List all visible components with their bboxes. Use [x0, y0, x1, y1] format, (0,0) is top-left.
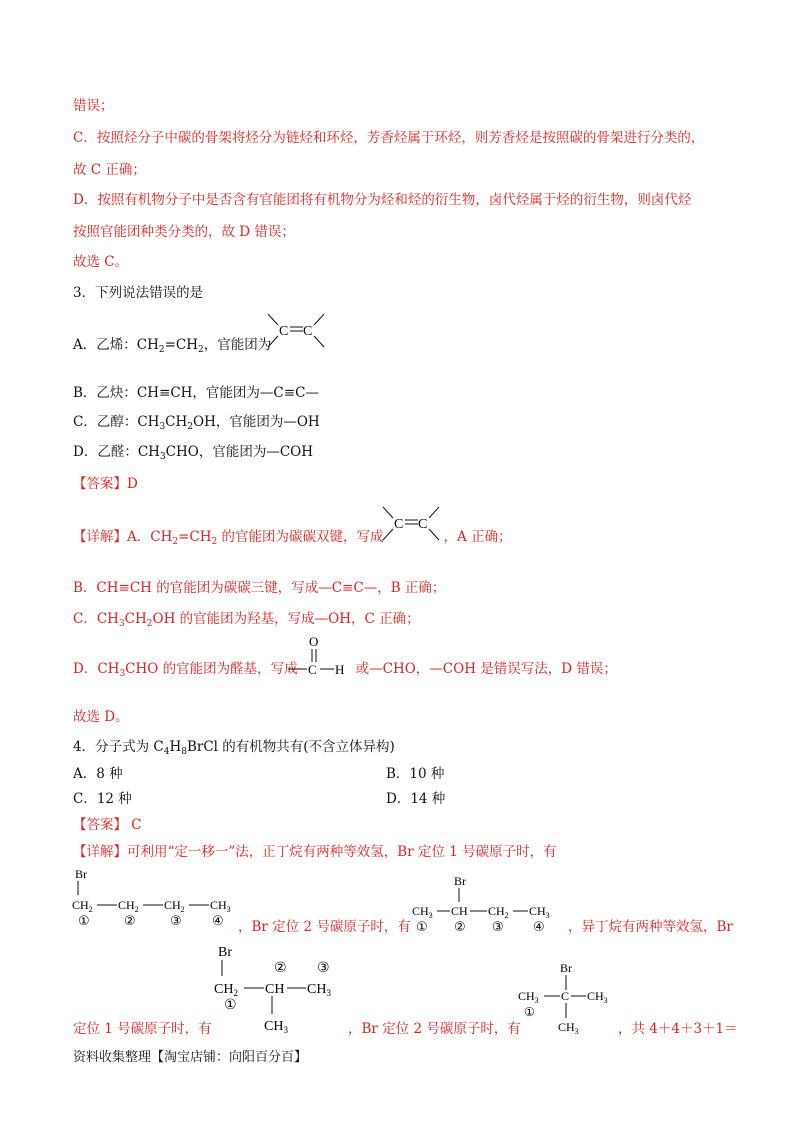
svg-text:③: ③ — [492, 920, 504, 935]
q3-option-d: D．乙醛：$CH_3CHO$，官能团为—COH — [73, 444, 314, 462]
svg-text:CH2: $CH_2$ — [164, 898, 185, 914]
text-line-2: C．按照烃分子中碳的骨架将烃分为链烃和环烃，芳香烃属于环烃，则芳香烃是按照碳的骨架进行分类的， — [73, 130, 705, 146]
q4-option-b: B．10 种 — [386, 766, 445, 782]
svg-text:Br: Br — [454, 874, 466, 888]
svg-text:②: ② — [274, 960, 287, 976]
svg-text:CH3: $CH_3$ — [529, 904, 550, 920]
q3-conclusion: 故选 D。 — [73, 709, 129, 725]
structure-1-bromobutane — [72, 865, 252, 935]
svg-text:CH3: $CH_3$ — [307, 982, 331, 998]
atom-c: C — [418, 517, 428, 532]
svg-text:④: ④ — [212, 914, 224, 929]
q4-explanation-6: ，共 4＋4＋3＋1＝ — [618, 1021, 738, 1037]
atom-c: C — [394, 517, 404, 532]
q3-answer: 【答案】D — [73, 476, 138, 492]
svg-text:③: ③ — [170, 914, 182, 929]
svg-text:C: C — [561, 989, 570, 1003]
svg-text:①: ① — [416, 920, 428, 935]
svg-text:CH: CH — [265, 982, 285, 997]
svg-text:CH: CH — [451, 904, 468, 918]
svg-text:Br: Br — [75, 867, 87, 881]
q3-explanation-a: 【详解】A．$CH_2=CH_2$ 的官能团为碳碳双键，写成 ，A 正确； — [73, 529, 512, 547]
svg-text:CH2: $CH_2$ — [488, 904, 509, 920]
text-line-6: 故选 C。 — [73, 254, 129, 270]
atom-c: C — [279, 324, 289, 339]
q3-explanation-c: C．$CH_3CH_2OH$ 的官能团为羟基，写成—OH，C 正确； — [73, 611, 420, 629]
svg-text:CH2: $CH_2$ — [118, 898, 139, 914]
page-footer: 资料收集整理【淘宝店铺：向阳百分百】 — [73, 1050, 308, 1065]
svg-text:②: ② — [454, 920, 466, 935]
text-line-5: 按照官能团种类分类的，故 D 错误； — [73, 224, 295, 240]
svg-text:CH3: $CH_3$ — [264, 1019, 288, 1035]
q3-stem: 3．下列说法错误的是 — [73, 285, 204, 301]
q3-explanation-b: B．CH≡CH 的官能团为碳碳三键，写成—C≡C—，B 正确； — [73, 580, 446, 596]
q4-explanation-1: 【详解】可利用“定一移一”法，正丁烷有两种等效氢，Br 定位 1 号碳原子时，有 — [73, 844, 557, 860]
atom-c: C — [303, 324, 313, 339]
svg-text:CH3: $CH_3$ — [587, 989, 608, 1005]
q4-option-d: D．14 种 — [386, 791, 446, 807]
svg-text:①: ① — [78, 914, 90, 929]
svg-text:④: ④ — [533, 920, 545, 935]
q4-explanation-4: 定位 1 号碳原子时，有 — [73, 1021, 212, 1037]
svg-text:①: ① — [224, 997, 237, 1013]
structure-alkene-a — [266, 312, 326, 352]
q3-option-c: C．乙醇：$CH_3CH_2OH$，官能团为—OH — [73, 414, 320, 432]
q4-option-c: C．12 种 — [73, 791, 132, 807]
q4-stem: 4．分子式为 $C_4H_8BrCl$ 的有机物共有(不含立体异构) — [73, 739, 395, 757]
structure-1-bromo-2-methylpropane — [214, 942, 354, 1034]
svg-text:CH2: $CH_2$ — [72, 898, 93, 914]
svg-text:②: ② — [124, 914, 136, 929]
structure-2-bromo-2-methylpropane — [518, 958, 618, 1038]
text-line-3: 故 C 正确； — [73, 162, 146, 178]
text-line-4: D．按照有机物分子中是否含有官能团将有机物分为烃和烃的衍生物，卤代烃属于烃的衍生物，则卤代烃 — [73, 192, 692, 208]
svg-text:Br: Br — [560, 961, 572, 975]
svg-text:③: ③ — [317, 960, 330, 976]
structure-2-bromobutane — [412, 873, 567, 935]
q3-explanation-d: D．$CH_3CHO$ 的官能团为醛基，写成 或—CHO，—COH 是错误写法，D 错误； — [73, 661, 617, 679]
svg-text:①: ① — [524, 1005, 535, 1019]
svg-text:Br: Br — [218, 945, 232, 960]
atom-o: O — [309, 634, 319, 649]
q3-option-a: A．乙烯：$CH_2=CH_2$，官能团为 — [73, 337, 272, 355]
structure-aldehyde-group — [288, 632, 348, 678]
q4-answer: 【答案】 C — [73, 817, 142, 833]
svg-text:CH3: $CH_3$ — [558, 1020, 579, 1036]
q3-option-b: B．乙炔：CH≡CH，官能团为—C≡C— — [73, 385, 319, 401]
q4-option-a: A．8 种 — [73, 766, 123, 782]
atom-c: C — [308, 662, 317, 677]
structure-alkene-explanation — [381, 505, 441, 545]
svg-text:CH2: $CH_2$ — [214, 982, 238, 998]
q4-explanation-5: ，Br 定位 2 号碳原子时，有 — [348, 1021, 521, 1037]
svg-text:CH3: $CH_3$ — [210, 898, 231, 914]
svg-text:CH3: $CH_3$ — [412, 904, 433, 920]
q4-explanation-3: ，异丁烷有两种等效氢，Br — [568, 919, 733, 935]
q4-explanation-2: ，Br 定位 2 号碳原子时，有 — [238, 919, 411, 935]
atom-h: H — [335, 662, 345, 677]
text-line-1: 错误； — [73, 98, 114, 114]
svg-text:CH3: $CH_3$ — [518, 989, 539, 1005]
